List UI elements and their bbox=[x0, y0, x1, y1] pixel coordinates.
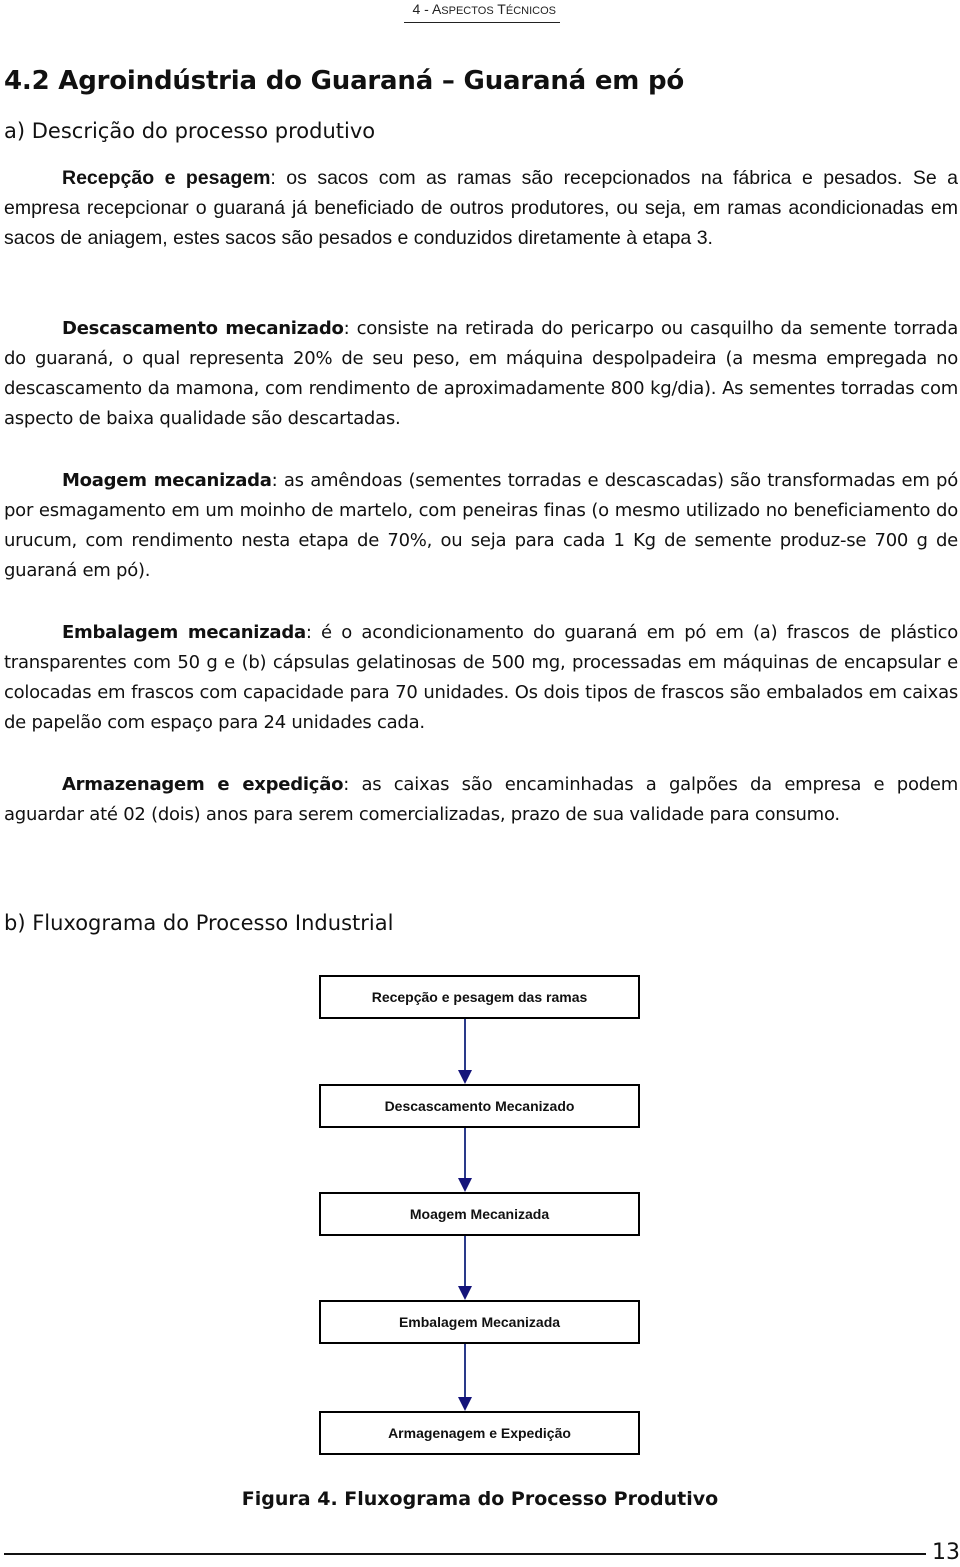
flow-step-embalagem: Embalagem Mecanizada bbox=[319, 1300, 640, 1344]
arrow-down-icon bbox=[458, 1286, 472, 1300]
flow-arrow-1 bbox=[464, 1019, 466, 1082]
paragraph-recepcao bbox=[4, 163, 958, 253]
paragraph-term: Moagem mecanizada bbox=[62, 470, 272, 491]
figure-caption: Figura 4. Fluxograma do Processo Produtivo bbox=[241, 1488, 719, 1510]
page-number: 13 bbox=[932, 1540, 960, 1565]
subheading-process-description: a) Descrição do processo produtivo bbox=[4, 119, 376, 143]
flow-arrow-2 bbox=[464, 1128, 466, 1190]
paragraph-term: Armazenagem e expedição bbox=[62, 774, 344, 795]
subheading-flowchart: b) Fluxograma do Processo Industrial bbox=[4, 911, 394, 935]
arrow-down-icon bbox=[458, 1397, 472, 1411]
paragraph-moagem bbox=[4, 466, 958, 586]
running-head-smallcaps-1: SPECTOS bbox=[441, 5, 494, 17]
section-title: 4.2 Agroindústria do Guaraná – Guaraná em pó bbox=[4, 66, 685, 96]
arrow-down-icon bbox=[458, 1178, 472, 1192]
running-head-smallcaps-2: ÉCNICOS bbox=[505, 5, 556, 17]
footer-rule bbox=[4, 1553, 926, 1555]
running-head-prefix: 4 - A bbox=[412, 1, 442, 17]
flow-arrow-3 bbox=[464, 1236, 466, 1298]
paragraph-armazenagem bbox=[4, 770, 958, 830]
paragraph-text: : os sacos com as ramas são recepcionados na fábrica e pesados. Se a empresa recepcionar o guaraná já beneficiado de outros produtores, ou seja, em ramas acondicionadas em sacos de aniagem, estes sacos são pesados e conduzidos diretamente à etapa 3. bbox=[4, 167, 958, 249]
paragraph-text: : as caixas são encaminhadas a galpões da empresa e podem aguardar até 02 (dois) anos para serem comercializadas, prazo de sua validade para consumo. bbox=[4, 774, 958, 825]
flow-step-armazenagem: Armagenagem e Expedição bbox=[319, 1411, 640, 1455]
paragraph-embalagem bbox=[4, 618, 958, 738]
paragraph-term: Descascamento mecanizado bbox=[62, 318, 344, 339]
running-head-mid: T bbox=[493, 1, 506, 17]
header-rule bbox=[404, 22, 560, 23]
paragraph-term: Embalagem mecanizada bbox=[62, 622, 306, 643]
flow-step-descascamento: Descascamento Mecanizado bbox=[319, 1084, 640, 1128]
paragraph-term: Recepção e pesagem bbox=[62, 167, 271, 189]
paragraph-text: : as amêndoas (sementes torradas e descascadas) são transformadas em pó por esmagamento em um moinho de martelo, com peneiras finas (o mesmo utilizado no beneficiamento do urucum, com rendimento nesta etapa de 70%, ou seja para cada 1 Kg de semente produz-se 700 g de guaraná em pó). bbox=[4, 470, 958, 581]
flow-arrow-4 bbox=[464, 1344, 466, 1409]
flow-step-moagem: Moagem Mecanizada bbox=[319, 1192, 640, 1236]
paragraph-descascamento bbox=[4, 314, 958, 434]
arrow-down-icon bbox=[458, 1070, 472, 1084]
running-head bbox=[413, 0, 557, 20]
flow-step-recepcao: Recepção e pesagem das ramas bbox=[319, 975, 640, 1019]
paragraph-text: : consiste na retirada do pericarpo ou casquilho da semente torrada do guaraná, o qual representa 20% de seu peso, em máquina despolpadeira (a mesma empregada no descascamento da mamona, com rendimento de aproximadamente 800 kg/dia). As sementes torradas com aspecto de baixa qualidade são descartadas. bbox=[4, 318, 958, 429]
paragraph-text: : é o acondicionamento do guaraná em pó em (a) frascos de plástico transparentes com 50 g e (b) cápsulas gelatinosas de 500 mg, processadas em máquinas de encapsular e colocadas em frascos com capacidade para 70 unidades. Os dois tipos de frascos são embalados em caixas de papelão com espaço para 24 unidades cada. bbox=[4, 622, 958, 733]
